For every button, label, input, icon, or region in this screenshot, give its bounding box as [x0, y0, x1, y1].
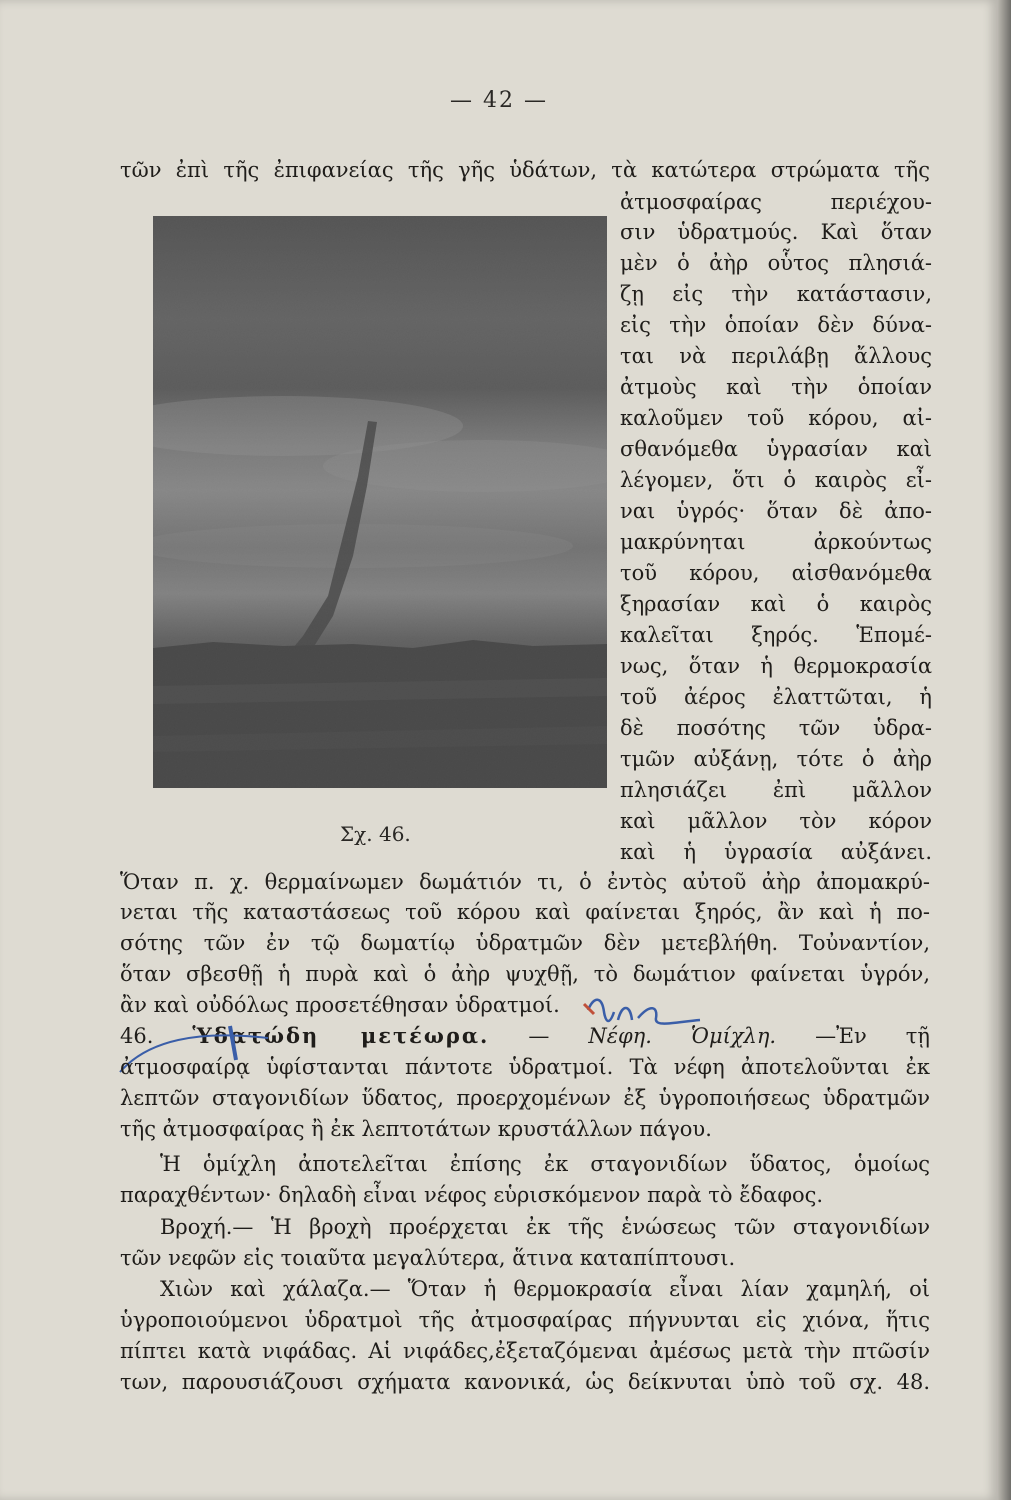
- text-line: καὶ ἡ ὑγρασία αὐξάνει.: [620, 840, 932, 864]
- text-line: ἂν καὶ οὐδόλως προσετέθησαν ὑδρατμοί.: [120, 993, 560, 1017]
- text-line: δὲ ποσότης τῶν ὑδρα-: [620, 716, 932, 740]
- text-line: των, παρουσιάζουσι σχήματα κανονικά, ὡς δείκνυται ὑπὸ τοῦ σχ. 48.: [120, 1370, 930, 1394]
- term-clouds: Νέφη.: [588, 1024, 652, 1048]
- text-line: ἀτμοὺς καὶ τὴν ὁποίαν: [620, 375, 932, 399]
- figure-caption: Σχ. 46.: [340, 822, 411, 846]
- text-line: ὑγροποιούμενοι ὑδρατμοὶ τῆς ἀτμοσφαίρας πήγνυνται εἰς χιόνα, ἥτις: [120, 1308, 930, 1332]
- text-line: τοῦ κόρου, αἰσθανόμεθα: [620, 561, 932, 585]
- waterspout-illustration: [153, 216, 607, 788]
- text-line: τῆς ἀτμοσφαίρας ἢ ἐκ λεπτοτάτων κρυστάλλων πάγου.: [120, 1117, 712, 1141]
- text-line: λέγομεν, ὅτι ὁ καιρὸς εἶ-: [620, 468, 932, 492]
- text-line: Ὅταν π. χ. θερμαίνωμεν δωμάτιόν τι, ὁ ἐντὸς αὐτοῦ ἀὴρ ἀπομακρύ-: [120, 870, 930, 894]
- text-line: καλεῖται ξηρός. Ἑπομέ-: [620, 623, 932, 647]
- text-line: τῶν νεφῶν εἰς τοιαῦτα μεγαλύτερα, ἅτινα καταπίπτουσι.: [120, 1246, 736, 1270]
- text-line: σιν ὑδρατμούς. Καὶ ὅταν: [620, 220, 932, 244]
- page-number: — 42 —: [450, 88, 548, 113]
- text-line: ξηρασίαν καὶ ὁ καιρὸς: [620, 592, 932, 616]
- text-line: Βροχή.— Ἡ βροχὴ προέρχεται ἐκ τῆς ἑνώσεως τῶν σταγονιδίων: [160, 1215, 930, 1239]
- waterspout-photo: [153, 216, 607, 788]
- text-line: ται νὰ περιλάβῃ ἄλλους: [620, 344, 932, 368]
- text-line: Ἡ ὁμίχλη ἀποτελεῖται ἐπίσης ἐκ σταγονιδίων ὕδατος, ὁμοίως: [160, 1152, 930, 1176]
- text-line: νως, ὅταν ἡ θερμοκρασία: [620, 654, 932, 678]
- text-line: τοῦ ἀέρος ἐλαττῶται, ἡ: [620, 685, 932, 709]
- text-line: ἀτμοσφαίρᾳ ὑφίστανται πάντοτε ὑδρατμοί. Τὰ νέφη ἀποτελοῦνται ἐκ: [120, 1055, 930, 1079]
- text-line: τῶν ἐπὶ τῆς ἐπιφανείας τῆς γῆς ὑδάτων, τὰ κατώτερα στρώματα τῆς: [120, 158, 930, 182]
- section-title: Ὑδατώδη μετέωρα.: [192, 1023, 490, 1048]
- text-line: ἀτμοσφαίρας περιέχου-: [620, 190, 932, 214]
- text-line: Χιὼν καὶ χάλαζα.— Ὅταν ἡ θερμοκρασία εἶναι λίαν χαμηλή, οἱ: [160, 1277, 930, 1301]
- text-line: νεται τῆς καταστάσεως τοῦ κόρου καὶ φαίνεται ξηρός, ἂν καὶ ἡ πο-: [120, 900, 930, 924]
- page-edge: [998, 0, 1011, 1500]
- dash: —: [528, 1024, 550, 1048]
- text-line: ναι ὑγρός· ὅταν δὲ ἀπο-: [620, 499, 932, 523]
- text-line: καλοῦμεν τοῦ κόρου, αἰ-: [620, 406, 932, 430]
- text-line: καὶ μᾶλλον τὸν κόρον: [620, 809, 932, 833]
- section-rest: —Ἐν τῇ: [815, 1024, 930, 1048]
- text-line: σότης τῶν ἐν τῷ δωματίῳ ὑδρατμῶν δὲν μετεβλήθη. Τοὐναντίον,: [120, 931, 930, 955]
- text-line: παραχθέντων· δηλαδὴ εἶναι νέφος εὑρισκόμενον παρὰ τὸ ἔδαφος.: [120, 1183, 824, 1207]
- text-line: λεπτῶν σταγονιδίων ὕδατος, προερχομένων ἐξ ὑγροποιήσεως ὑδρατμῶν: [120, 1086, 930, 1110]
- text-line: μακρύνηται ἀρκούντως: [620, 530, 932, 554]
- text-line: σθανόμεθα ὑγρασίαν καὶ: [620, 437, 932, 461]
- text-line: πλησιάζει ἐπὶ μᾶλλον: [620, 778, 932, 802]
- term-fog: Ὁμίχλη.: [690, 1024, 777, 1048]
- text-line: ὅταν σβεσθῇ ἡ πυρὰ καὶ ὁ ἀὴρ ψυχθῇ, τὸ δωμάτιον φαίνεται ὑγρόν,: [120, 962, 930, 986]
- text-line: ζῃ εἰς τὴν κατάστασιν,: [620, 282, 932, 306]
- text-line: μὲν ὁ ἀὴρ οὗτος πλησιά-: [620, 251, 932, 275]
- text-line: πίπτει κατὰ νιφάδας. Αἱ νιφάδες,ἐξεταζόμεναι ἀμέσως μετὰ τὴν πτῶσίν: [120, 1339, 930, 1363]
- text-line: εἰς τὴν ὁποίαν δὲν δύνα-: [620, 313, 932, 337]
- text-line: τμῶν αὐξάνῃ, τότε ὁ ἀὴρ: [620, 747, 932, 771]
- section-number: 46.: [120, 1024, 154, 1048]
